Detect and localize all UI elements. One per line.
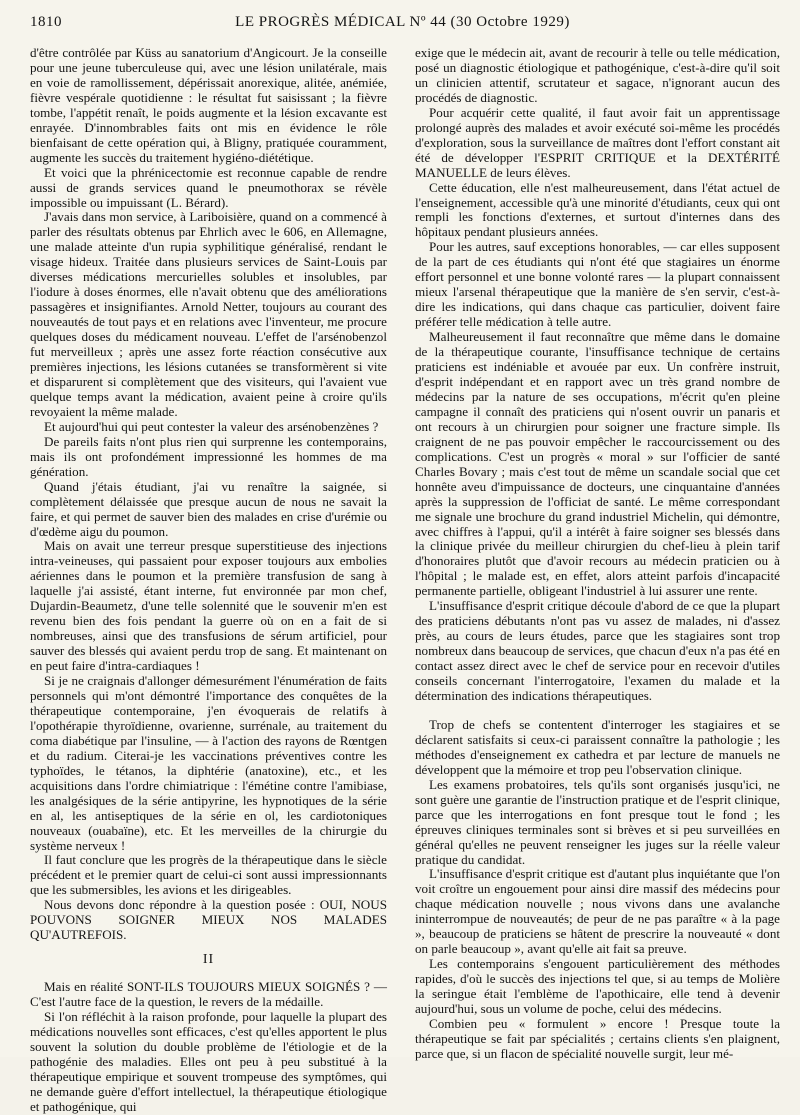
paragraph: De pareils faits n'ont plus rien qui surprenne les contemporains, mais ils ont profondément impressionné les hommes de ma génération. [30, 433, 387, 479]
paragraph: exige que le médecin ait, avant de recourir à telle ou telle médication, posé un diagnostic étiologique et pathogénique, c'est-à-dire qu'il soit un clinicien attentif, scrutateur et sagace, n'ignorant aucun des procédés de diagnostic. [415, 45, 780, 105]
paragraph: d'être contrôlée par Küss au sanatorium d'Angicourt. Je la conseille pour une jeune tuberculeuse qui, avec une lésion unilatérale, mais en voie de ramollissement, dépérissait anorexique, alitée, anémiée, fièvre vespérale quotidienne : le résultat fut saisissant ; la fièvre tombe, l'appétit renaît, le poids augmente et la lésion excavante est enrayée. D'innombrables faits ont mis en évidence le rôle bienfaisant de cette opération qui, à Bligny, pratiquée couramment, augmente les succès du traitement hygiéno-diététique. [30, 45, 387, 165]
journal-title: LE PROGRÈS MÉDICAL Nº 44 (30 Octobre 1929) [235, 14, 570, 30]
section-heading: II [202, 952, 215, 968]
paragraph: Pour les autres, sauf exceptions honorables, — car elles supposent de la part de ces étudiants qui n'ont été que stagiaires un énorme effort personnel et une bonne volonté rares — la plupart connaissent mieux l'arsenal thérapeutique que la manière de s'en servir, c'est-à-dire les indications, qui dans chaque cas particulier, doivent faire préférer telle médication à telle autre. [415, 239, 780, 330]
paragraph: Combien peu « formulent » encore ! Presque toute la thérapeutique se fait par spécialités ; certains clients s'en plaignent, parce que, si un flacon de spécialité nouvelle surgit, leur mé- [415, 1016, 780, 1061]
paragraph: Cette éducation, elle n'est malheureusement, dans l'état actuel de l'enseignement, accessible qu'à une minorité d'étudiants, ceux qui ont rempli les fonctions d'externes, et surtout d'internes dans des hôpitaux pendant plusieurs années. [415, 179, 780, 240]
paragraph: Il faut conclure que les progrès de la thérapeutique dans le siècle précédent et le premier quart de celui-ci sont aussi impressionnants que les submersibles, les avions et les dirigeables. [30, 852, 387, 898]
paragraph: Si je ne craignais d'allonger démesurément l'énumération de faits personnels qui m'ont démontré l'importance des conquêtes de la thérapeutique contemporaine, j'en évoquerais de relatifs à l'opothérapie thyroïdienne, ovarienne, surrénale, au traitement du coma diabétique par l'insuline, — à l'action des rayons de Rœntgen et du radium. Citerai-je les vaccinations préventives contre les typhoïdes, le tétanos, la diphtérie (anatoxine), etc., et les acquisitions dans l'ordre chimiatrique : l'émétine contre l'amibiase, les analgésiques de la série antipyrine, les hypnotiques de la série en al, les antiseptiques de la série en ol, les cardiotoniques nouveaux (ouabaïne), etc. Et les merveilles de la chirurgie du système nerveux ! [30, 673, 387, 853]
paragraph: Nous devons donc répondre à la question posée : OUI, NOUS POUVONS SOIGNER MIEUX NOS MALADES QU'AUTREFOIS. [30, 897, 387, 943]
right-column [415, 45, 780, 1061]
paragraph: Les contemporains s'engouent particulièrement des méthodes rapides, d'où le succès des injections tel que, si au temps de Molière la seringue était l'emblème de l'apothicaire, elle tend à devenir aujourd'hui, sous un volume de poche, celui des médecins. [415, 956, 780, 1017]
paragraph: J'avais dans mon service, à Lariboisière, quand on a commencé à parler des résultats obtenus par Ehrlich avec le 606, en Allemagne, une malade atteinte d'un rupia syphilitique généralisé, rendant le visage hideux. Traitée dans plusieurs services de Saint-Louis par diverses médications mercurielles solubles et insolubles, par l'iodure à doses énormes, elle n'avait obtenu que des améliorations passagères et insignifiantes. Arnold Netter, toujours au courant des nouveautés de tout pays et en relations avec l'inventeur, me procure quelques doses du médicament nouveau. L'effet de l'arsénobenzol fut merveilleux ; après une assez forte réaction consécutive aux premières injections, les lésions cutanées se transformèrent si vite et disparurent si complètement que des visiteurs, qui l'avaient vue quelque temps avant la médication, avaient peine à croire qu'ils revoyaient la même malade. [30, 209, 387, 419]
paragraph: Les examens probatoires, tels qu'ils sont organisés jusqu'ici, ne sont guère une garantie de l'instruction pratique et de l'esprit clinique, parce que les interrogations en font presque tout le fond ; les épreuves cliniques terminales sont si brèves et si peu surveillées en général qu'elles ne peuvent renseigner les juges sur la réelle valeur pratique du candidat. [415, 776, 780, 867]
paragraph: Quand j'étais étudiant, j'ai vu renaître la saignée, si complètement délaissée que presque aucun de nous ne savait la faire, et qui permet de sauver bien des malades en crise d'urémie ou d'œdème aigu du poumon. [30, 478, 387, 539]
page-header [30, 10, 775, 36]
paragraph: Et aujourd'hui qui peut contester la valeur des arsénobenzènes ? [44, 418, 379, 434]
page-number: 1810 [30, 14, 62, 30]
paragraph: Malheureusement il faut reconnaître que même dans le domaine de la thérapeutique courante, l'insuffisance technique de certains praticiens est indéniable et avouée par eux. Un confrère instruit, d'esprit indépendant et en rapport avec un très grand nombre de médecins par la nature de ses occupations, m'écrit qu'en pleine campagne il connaît des praticiens qui n'osent ouvrir un panaris et ont recours à un chirurgien pour soigner une fracture simple. Ils craignent de ne pas pouvoir empêcher le raccourcissement ou des complications. C'est un progrès « moral » sur l'officier de santé Charles Bovary ; mais c'est tout de même un scandale social que cet honnête aveu d'impuissance de docteurs, une cinquantaine d'années après la suppression de l'officiat de santé. Le même correspondant me signale une brochure du grand industriel Michelin, qui démontre, avec chiffres à l'appui, qu'il a intérêt à faire soigner ses blessés dans la clinique privée du meilleur chirurgien du chef-lieu à plein tarif d'honoraires plutôt que d'avoir recours au médecin praticien ou à l'hôpital ; le malade est, en effet, alors atteint parfois d'incapacité permanente partielle, obligeant l'industriel à lui assurer une rente. [415, 329, 780, 599]
paragraph: Et voici que la phrénicectomie est reconnue capable de rendre aussi de grands services quand le pneumothorax se révèle impossible ou impuissant (L. Bérard). [30, 164, 387, 210]
left-column [30, 45, 387, 1114]
paragraph: L'insuffisance d'esprit critique est d'autant plus inquiétante que l'on voit croître un engouement pour ainsi dire massif des médecins pour chaque médication nouvelle ; nous vivons dans une avalanche ininterrompue de nouveautés; de peur de ne pas paraître « à la page », beaucoup de praticiens se hâtent de prescrire la nouveauté « dont on parle beaucoup », avant qu'elle ait fait sa preuve. [415, 866, 780, 957]
paragraph: Mais en réalité SONT-ILS TOUJOURS MIEUX SOIGNÉS ? — C'est l'autre face de la question, le revers de la médaille. [30, 979, 387, 1010]
paragraph: Si l'on réfléchit à la raison profonde, pour laquelle la plupart des médications nouvelles sont efficaces, c'est qu'elles apportent le plus souvent la solution du double problème de l'étiologie et de la pathogénie des maladies. Elles ont peu à peu substitué à la thérapeutique empirique et souvent trompeuse des symptômes, qui ne demande guère d'effort intellectuel, la thérapeutique étiologique et pathogénique, qui [30, 1009, 387, 1114]
paragraph: Pour acquérir cette qualité, il faut avoir fait un apprentissage prolongé auprès des malades et avoir exécuté soi-même les procédés d'exploration, sous la surveillance de maîtres dont l'effort constant ait été de développer l'ESPRIT CRITIQUE et la DEXTÉRITÉ MANUELLE de leurs élèves. [415, 104, 780, 180]
paragraph: L'insuffisance d'esprit critique découle d'abord de ce que la plupart des praticiens débutants n'ont pas vu assez de malades, ni d'assez près, au cours de leurs études, parce que les stagiaires sont trop nombreux dans beaucoup de services, que chacun d'eux n'a pas été en contact assez direct avec le chef de service pour en recevoir d'utiles conseils concernant l'interrogatoire, l'examen du malade et la détermination des indications thérapeutiques. [415, 598, 780, 703]
paragraph: Trop de chefs se contentent d'interroger les stagiaires et se déclarent satisfaits si ceux-ci paraissent connaître la pathologie ; les méthodes d'enseignement ex cathedra et par lecture de manuels ne développent que la mémoire et trop peu l'observation clinique. [415, 716, 780, 777]
paragraph: Mais on avait une terreur presque superstitieuse des injections intra-veineuses, qui passaient pour exposer toujours aux embolies aériennes dans le poumon et la première transfusion de sang à laquelle j'ai assisté, étant interne, fut environnée par mon chef, Dujardin-Beaumetz, d'une telle solennité que le souvenir m'en est revenu bien des fois pendant la guerre où on en a fait de si nombreuses, ainsi que des transfusions de sérum artificiel, pour sauver des blessés qui avaient perdu trop de sang. Et maintenant on en peut faire d'intra-cardiaques ! [30, 538, 387, 674]
